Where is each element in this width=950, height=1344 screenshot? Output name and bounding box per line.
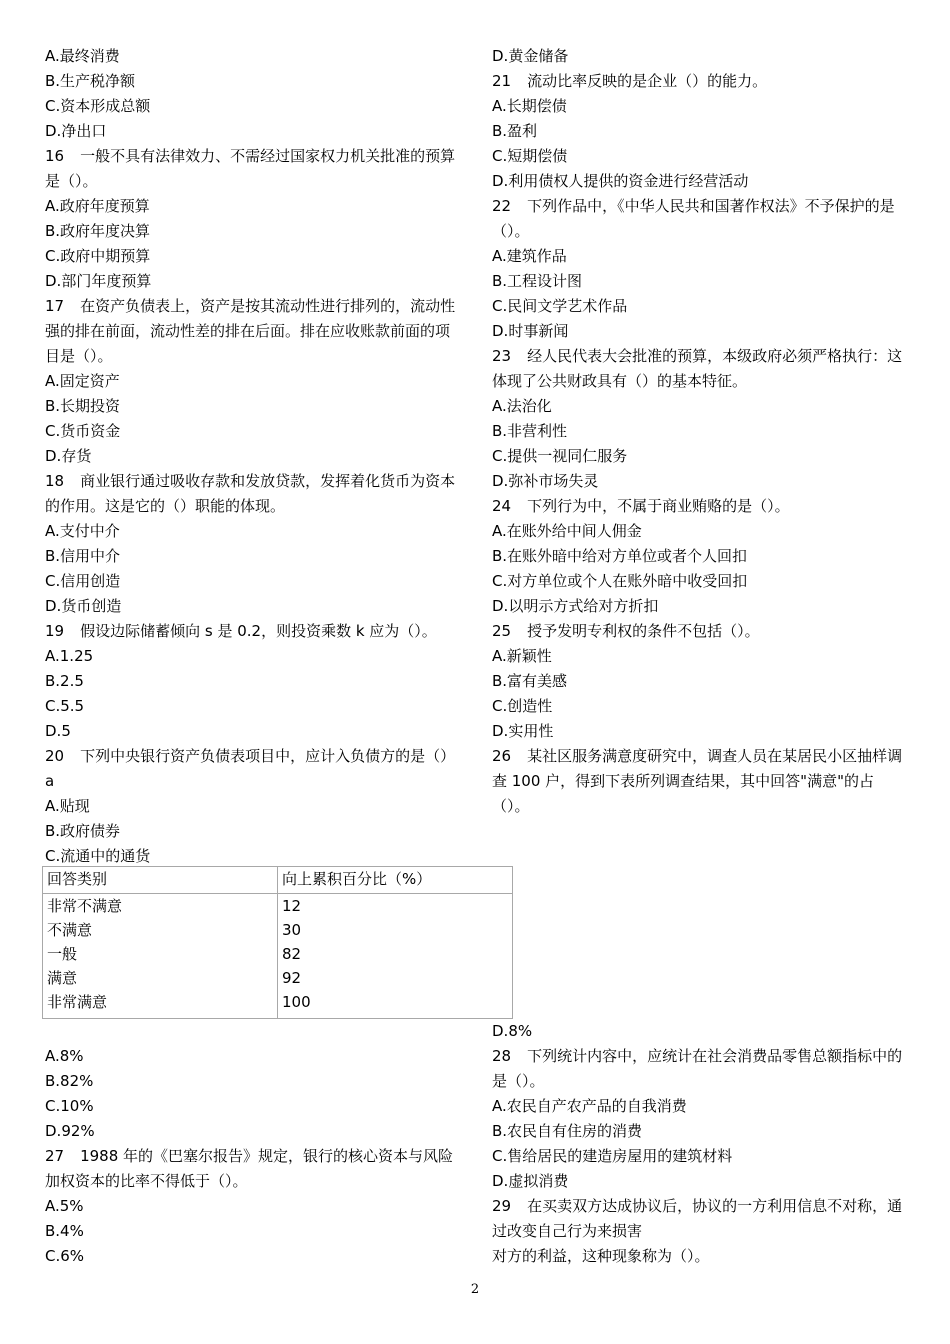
question-text: 下列行为中，不属于商业贿赂的是（）。 (527, 497, 790, 515)
answer-option: D.部门年度预算 (45, 272, 152, 290)
answer-option: D.存货 (45, 447, 92, 465)
answer-option: C.政府中期预算 (45, 247, 151, 265)
answer-option: C.创造性 (492, 697, 553, 715)
answer-option: D.8% (492, 1022, 533, 1040)
question-number: 23 (492, 347, 512, 365)
answer-option: C.资本形成总额 (45, 97, 151, 115)
answer-option: A.支付中介 (45, 522, 120, 540)
question-text: 授予发明专利权的条件不包括（）。 (527, 622, 760, 640)
answer-option: C.5.5 (45, 697, 85, 715)
answer-option: A.在账外给中间人佣金 (492, 522, 642, 540)
question-number: 28 (492, 1047, 512, 1065)
question-number: 22 (492, 197, 512, 215)
answer-option: A.新颖性 (492, 647, 552, 665)
answer-option: C.售给居民的建造房屋用的建筑材料 (492, 1147, 733, 1165)
answer-option: A.5% (45, 1197, 84, 1215)
question-number: 17 (45, 297, 65, 315)
question-text: 一般不具有法律效力、不需经过国家权力机关批准的预算是（）。 (45, 147, 456, 190)
answer-option: D.虚拟消费 (492, 1172, 569, 1190)
question-text: 某社区服务满意度研究中，调查人员在某居民小区抽样调查 100 户，得到下表所列调查结果，其中回答"满意"的占（）。 (492, 747, 903, 815)
question-text: 下列中央银行资产负债表项目中，应计入负债方的是（）a (45, 747, 456, 790)
left-column-top (45, 44, 463, 869)
question-number: 29 (492, 1197, 512, 1215)
answer-option: 对方的利益，这种现象称为（）。 (492, 1247, 710, 1265)
question-item (492, 494, 910, 519)
page-number: 2 (470, 1282, 480, 1297)
question-text: 流动比率反映的是企业（）的能力。 (527, 72, 768, 90)
answer-option: D.货币创造 (45, 597, 122, 615)
answer-option: D.92% (45, 1122, 95, 1140)
left-column-bottom (45, 1044, 463, 1269)
answer-option: B.82% (45, 1072, 94, 1090)
question-number: 25 (492, 622, 512, 640)
table-cell-percent: 30 (278, 918, 513, 942)
answer-option: C.流通中的通货 (45, 847, 151, 865)
answer-option: D.5 (45, 722, 71, 740)
table-row (43, 894, 513, 919)
answer-option: D.时事新闻 (492, 322, 569, 340)
answer-option: D.弥补市场失灵 (492, 472, 599, 490)
answer-option: B.4% (45, 1222, 84, 1240)
right-column-top (492, 44, 910, 819)
table-header-category: 回答类别 (43, 867, 278, 894)
table-cell-percent: 100 (278, 990, 513, 1019)
answer-option: A.农民自产农产品的自我消费 (492, 1097, 687, 1115)
answer-option: A.建筑作品 (492, 247, 567, 265)
question-text: 下列作品中，《中华人民共和国著作权法》不予保护的是（）。 (492, 197, 895, 240)
answer-option: C.提供一视同仁服务 (492, 447, 628, 465)
answer-option: C.6% (45, 1247, 85, 1265)
question-text: 商业银行通过吸收存款和发放贷款，发挥着化货币为资本的作用。这是它的（）职能的体现。 (45, 472, 456, 515)
table-cell-category: 非常不满意 (43, 894, 278, 919)
question-number: 27 (45, 1147, 65, 1165)
question-number: 26 (492, 747, 512, 765)
answer-option: A.固定资产 (45, 372, 120, 390)
answer-option: A.8% (45, 1047, 84, 1065)
question-text: 经人民代表大会批准的预算，本级政府必须严格执行：这体现了公共财政具有（）的基本特征。 (492, 347, 903, 390)
question-item (45, 469, 463, 519)
question-item (492, 1044, 910, 1094)
table-cell-category: 非常满意 (43, 990, 278, 1019)
table-cell-percent: 92 (278, 966, 513, 990)
question-number: 24 (492, 497, 512, 515)
table-cell-category: 满意 (43, 966, 278, 990)
question-number: 18 (45, 472, 65, 490)
question-item (492, 194, 910, 244)
answer-option: B.政府债券 (45, 822, 121, 840)
answer-option: D.利用债权人提供的资金进行经营活动 (492, 172, 749, 190)
question-item (45, 144, 463, 194)
answer-option: D.净出口 (45, 122, 107, 140)
question-item (492, 344, 910, 394)
answer-option: B.生产税净额 (45, 72, 136, 90)
question-text: 下列统计内容中，应统计在社会消费品零售总额指标中的是（）。 (492, 1047, 903, 1090)
answer-option: B.长期投资 (45, 397, 121, 415)
answer-option: B.非营利性 (492, 422, 568, 440)
question-number: 21 (492, 72, 512, 90)
answer-option: B.工程设计图 (492, 272, 583, 290)
answer-option: C.信用创造 (45, 572, 121, 590)
answer-option: B.在账外暗中给对方单位或者个人回扣 (492, 547, 748, 565)
answer-option: A.法治化 (492, 397, 552, 415)
answer-option: B.2.5 (45, 672, 84, 690)
answer-option: C.民间文学艺术作品 (492, 297, 628, 315)
question-number: 20 (45, 747, 65, 765)
question-text: 在买卖双方达成协议后，协议的一方利用信息不对称，通过改变自己行为来损害 (492, 1197, 903, 1240)
question-number: 16 (45, 147, 65, 165)
answer-option: A.1.25 (45, 647, 94, 665)
table-row (43, 942, 513, 966)
answer-option: B.富有美感 (492, 672, 568, 690)
right-column-bottom (492, 1019, 910, 1269)
table-cell-percent: 82 (278, 942, 513, 966)
question-item (45, 294, 463, 369)
answer-option: A.贴现 (45, 797, 90, 815)
question-item (45, 619, 463, 644)
answer-option: C.短期偿债 (492, 147, 568, 165)
question-item (45, 744, 463, 794)
question-item (492, 69, 910, 94)
answer-option: C.货币资金 (45, 422, 121, 440)
answer-option: D.实用性 (492, 722, 554, 740)
question-item (492, 744, 910, 819)
question-item (492, 619, 910, 644)
question-item (45, 1144, 463, 1194)
table-cell-percent: 12 (278, 894, 513, 919)
table-row (43, 918, 513, 942)
table-row (43, 966, 513, 990)
question-text: 在资产负债表上，资产是按其流动性进行排列的，流动性强的排在前面，流动性差的排在后面。排在应收账款前面的项目是（）。 (45, 297, 456, 365)
answer-option: B.信用中介 (45, 547, 121, 565)
question-text: 1988 年的《巴塞尔报告》规定，银行的核心资本与风险加权资本的比率不得低于（）。 (45, 1147, 454, 1190)
table-row (43, 990, 513, 1019)
answer-option: B.政府年度决算 (45, 222, 151, 240)
question-number: 19 (45, 622, 65, 640)
table-cell-category: 一般 (43, 942, 278, 966)
survey-table (42, 866, 513, 1019)
table-header-cumulative-percent: 向上累积百分比（%） (278, 867, 513, 894)
answer-option: B.农民自有住房的消费 (492, 1122, 643, 1140)
answer-option: A.长期偿债 (492, 97, 567, 115)
table-header-row (43, 867, 513, 894)
answer-option: C.对方单位或个人在账外暗中收受回扣 (492, 572, 748, 590)
question-item (492, 1194, 910, 1244)
answer-option: B.盈利 (492, 122, 538, 140)
answer-option: C.10% (45, 1097, 94, 1115)
table-cell-category: 不满意 (43, 918, 278, 942)
answer-option: D.以明示方式给对方折扣 (492, 597, 659, 615)
answer-option: A.最终消费 (45, 47, 120, 65)
answer-option: D.黄金储备 (492, 47, 569, 65)
answer-option: A.政府年度预算 (45, 197, 150, 215)
question-text: 假设边际储蓄倾向 s 是 0.2，则投资乘数 k 应为（）。 (80, 622, 437, 640)
